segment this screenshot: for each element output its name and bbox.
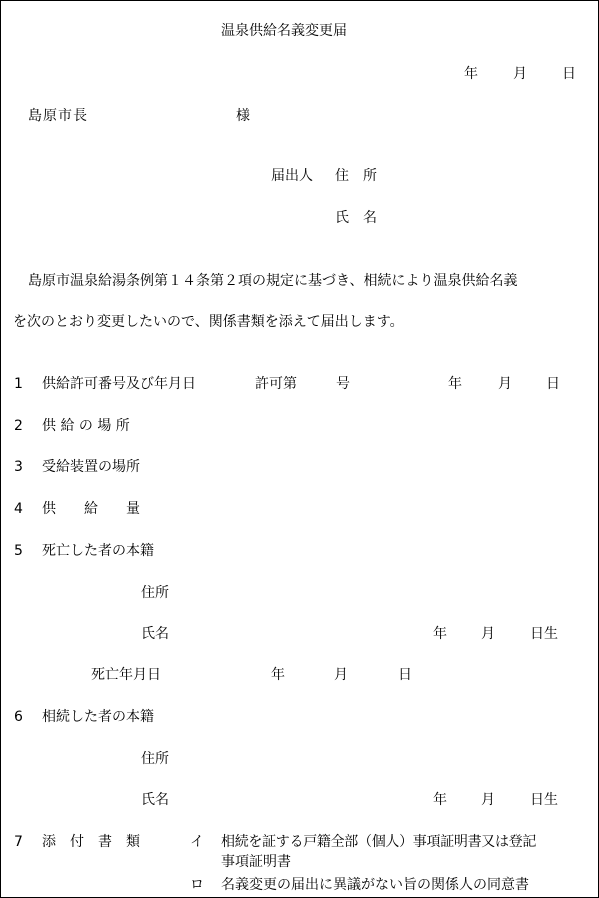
item-1-day: 日 xyxy=(546,376,560,392)
item-5-address-label: 住所 xyxy=(141,585,169,601)
item-5-birth-year: 年 xyxy=(433,626,447,642)
body-text-line-2: を次のとおり変更したいので、関係書類を添えて届出します。 xyxy=(13,314,404,330)
item-1-month: 月 xyxy=(498,376,512,392)
item-6-birth-day: 日生 xyxy=(530,792,558,808)
addressee-name: 島原市長 xyxy=(28,108,88,124)
date-year-label: 年 xyxy=(464,66,478,82)
item-1-year: 年 xyxy=(448,376,462,392)
item-2-number: 2 xyxy=(14,418,23,434)
item-3-label: 受給装置の場所 xyxy=(42,459,140,475)
item-5-number: 5 xyxy=(14,543,23,559)
item-7-attachment-i-line-1: 相続を証する戸籍全部（個人）事項証明書又は登記 xyxy=(221,834,537,850)
item-1-number: 1 xyxy=(14,376,23,392)
item-7-label: 添 付 書 類 xyxy=(42,834,140,850)
date-day-label: 日 xyxy=(562,66,576,82)
item-5-death-year: 年 xyxy=(271,667,285,683)
item-5-death-month: 月 xyxy=(334,667,348,683)
item-7-number: 7 xyxy=(14,834,23,850)
document-title: 温泉供給名義変更届 xyxy=(221,23,347,39)
item-7-attachment-ro: 名義変更の届出に異議がない旨の関係人の同意書 xyxy=(221,877,529,893)
item-6-number: 6 xyxy=(14,709,23,725)
item-5-birth-day: 日生 xyxy=(530,626,558,642)
item-4-number: 4 xyxy=(14,501,23,517)
item-6-birth-month: 月 xyxy=(481,792,495,808)
item-1-label: 供給許可番号及び年月日 xyxy=(42,376,196,392)
item-5-death-day: 日 xyxy=(398,667,412,683)
date-month-label: 月 xyxy=(513,66,527,82)
body-text-line-1: 島原市温泉給湯条例第１４条第２項の規定に基づき、相続により温泉供給名義 xyxy=(28,273,518,289)
item-3-number: 3 xyxy=(14,459,23,475)
addressee-honorific: 様 xyxy=(236,108,250,124)
item-2-label: 供 給 の 場 所 xyxy=(42,418,130,434)
item-5-name-label: 氏名 xyxy=(141,626,169,642)
item-5-birth-month: 月 xyxy=(481,626,495,642)
item-4-label: 供 給 量 xyxy=(42,501,140,517)
item-5-label: 死亡した者の本籍 xyxy=(42,543,154,559)
item-6-label: 相続した者の本籍 xyxy=(42,709,154,725)
item-5-death-date-label: 死亡年月日 xyxy=(91,667,161,683)
applicant-label: 届出人 xyxy=(271,168,313,184)
applicant-address-label: 住 所 xyxy=(335,168,377,184)
item-7-mark-ro: ロ xyxy=(190,877,204,893)
item-6-name-label: 氏名 xyxy=(141,792,169,808)
item-6-address-label: 住所 xyxy=(141,751,169,767)
item-1-permit-prefix: 許可第 xyxy=(255,376,297,392)
item-1-permit-suffix: 号 xyxy=(336,376,350,392)
item-7-attachment-i-line-2: 事項証明書 xyxy=(221,854,291,870)
item-6-birth-year: 年 xyxy=(433,792,447,808)
applicant-name-label: 氏 名 xyxy=(335,210,377,226)
item-7-mark-i: イ xyxy=(190,834,204,850)
